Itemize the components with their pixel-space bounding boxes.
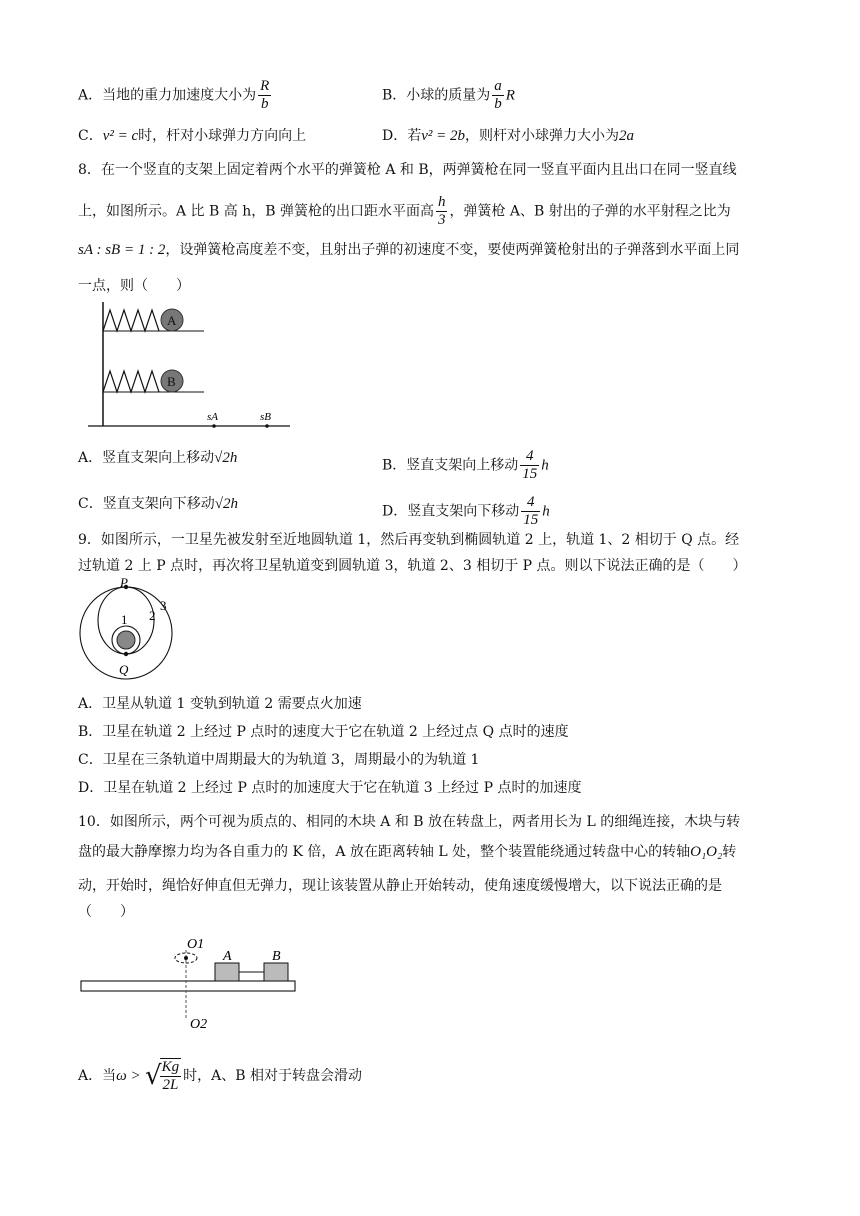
q9-stem-line1: 9．如图所示，一卫星先被发射至近地圆轨道 1，然后再变轨到椭圆轨道 2 上，轨道 1、2 相切于 Q 点。经 [78, 532, 740, 548]
q8-option-c: C．竖直支架向下移动√2h [78, 496, 238, 512]
svg-text:A: A [223, 949, 232, 964]
block-b [264, 963, 288, 981]
q10-option-a: A．当ω > √ $\frac{Kg}{2L}$ 时，A、B 相对于转盘会滑动 [78, 1059, 362, 1093]
svg-text:3: 3 [160, 598, 167, 613]
spring-gun-figure [84, 300, 294, 434]
q8-stem-line2: 上，如图所示。A 比 B 高 h，B 弹簧枪的出口距水平面高 $\frac{h}{3}$ ，弹簧枪 A、B 射出的子弹的水平射程之比为 [78, 194, 731, 228]
q7-option-a: A．当地的重力加速度大小为 $\frac{R}{b}$ [78, 78, 270, 112]
svg-text:A: A [167, 313, 177, 328]
block-a [215, 963, 239, 981]
q9-option-a: A．卫星从轨道 1 变轨到轨道 2 需要点火加速 [78, 696, 362, 712]
fraction: $\frac{R}{b}$ [260, 78, 270, 112]
svg-text:sA: sA [207, 411, 218, 423]
earth [117, 631, 135, 649]
q7-option-b: B．小球的质量为 $\frac{a}{b}$ R [382, 78, 515, 112]
orbit-figure [74, 578, 186, 680]
q8-stem-line1: 8．在一个竖直的支架上固定着两个水平的弹簧枪 A 和 B，两弹簧枪在同一竖直平面内且出口在同一竖直线 [78, 162, 737, 178]
q8-option-d: D．竖直支架向下移动 $\frac{4}{15}$ h [382, 494, 550, 528]
q8-stem-line3: sA : sB = 1 : 2，设弹簧枪高度差不变，且射出子弹的初速度不变，要使两弹簧枪射出的子弹落到水平面上同 [78, 242, 740, 258]
q10-stem-line1: 10．如图所示，两个可视为质点的、相同的木块 A 和 B 放在转盘上，两者用长为 L 的细绳连接，木块与转 [78, 814, 741, 830]
q9-option-b: B．卫星在轨道 2 上经过 P 点时的速度大于它在轨道 2 上经过点 Q 点时的速度 [78, 724, 569, 740]
q7-option-c: C．v² = c时，杆对小球弹力方向向上 [78, 128, 307, 144]
fraction: $\frac{4}{15}$ [522, 448, 538, 482]
turntable-figure [78, 930, 300, 1034]
svg-text:B: B [272, 949, 281, 964]
q8-option-a: A．竖直支架向上移动√2h [78, 450, 238, 466]
svg-text:2: 2 [149, 608, 156, 623]
turntable [81, 981, 295, 991]
q10-stem-line3: 动，开始时，绳恰好伸直但无弹力，现让该装置从静止开始转动，使角速度缓慢增大，以下说法正确的是 [78, 878, 722, 894]
q8-stem-line4: 一点，则（ ） [78, 278, 190, 294]
svg-text:Q: Q [119, 662, 129, 677]
fraction: $\frac{a}{b}$ [494, 78, 502, 112]
svg-text:O2: O2 [190, 1017, 208, 1032]
q10-stem-line4: （ ） [78, 904, 134, 920]
svg-text:O1: O1 [187, 937, 205, 952]
sqrt-sign: √ [145, 1061, 162, 1091]
svg-text:sB: sB [260, 411, 271, 423]
q9-stem-line2: 过轨道 2 上 P 点时，再次将卫星轨道变到圆轨道 3，轨道 2、3 相切于 P 点。则以下说法正确的是（ ） [78, 558, 747, 574]
q7-option-d: D．若v² = 2b，则杆对小球弹力大小为2a [382, 128, 635, 144]
fraction: $\frac{4}{15}$ [523, 494, 539, 528]
q10-stem-line2: 盘的最大静摩擦力均为各自重力的 K 倍，A 放在距离转轴 L 处，整个装置能绕通过转盘中心的转轴O₁O₂转 [78, 844, 737, 860]
svg-text:B: B [167, 374, 176, 389]
svg-text:P: P [120, 578, 128, 590]
q9-option-c: C．卫星在三条轨道中周期最大的为轨道 3，周期最小的为轨道 1 [78, 752, 480, 768]
fraction: $\frac{h}{3}$ [437, 194, 446, 228]
fraction: $\frac{Kg}{2L}$ [161, 1059, 180, 1093]
q9-option-d: D．卫星在轨道 2 上经过 P 点时的加速度大于它在轨道 3 上经过 P 点时的加速度 [78, 780, 582, 796]
q8-option-b: B．竖直支架向上移动 $\frac{4}{15}$ h [382, 448, 549, 482]
svg-text:1: 1 [121, 612, 128, 627]
